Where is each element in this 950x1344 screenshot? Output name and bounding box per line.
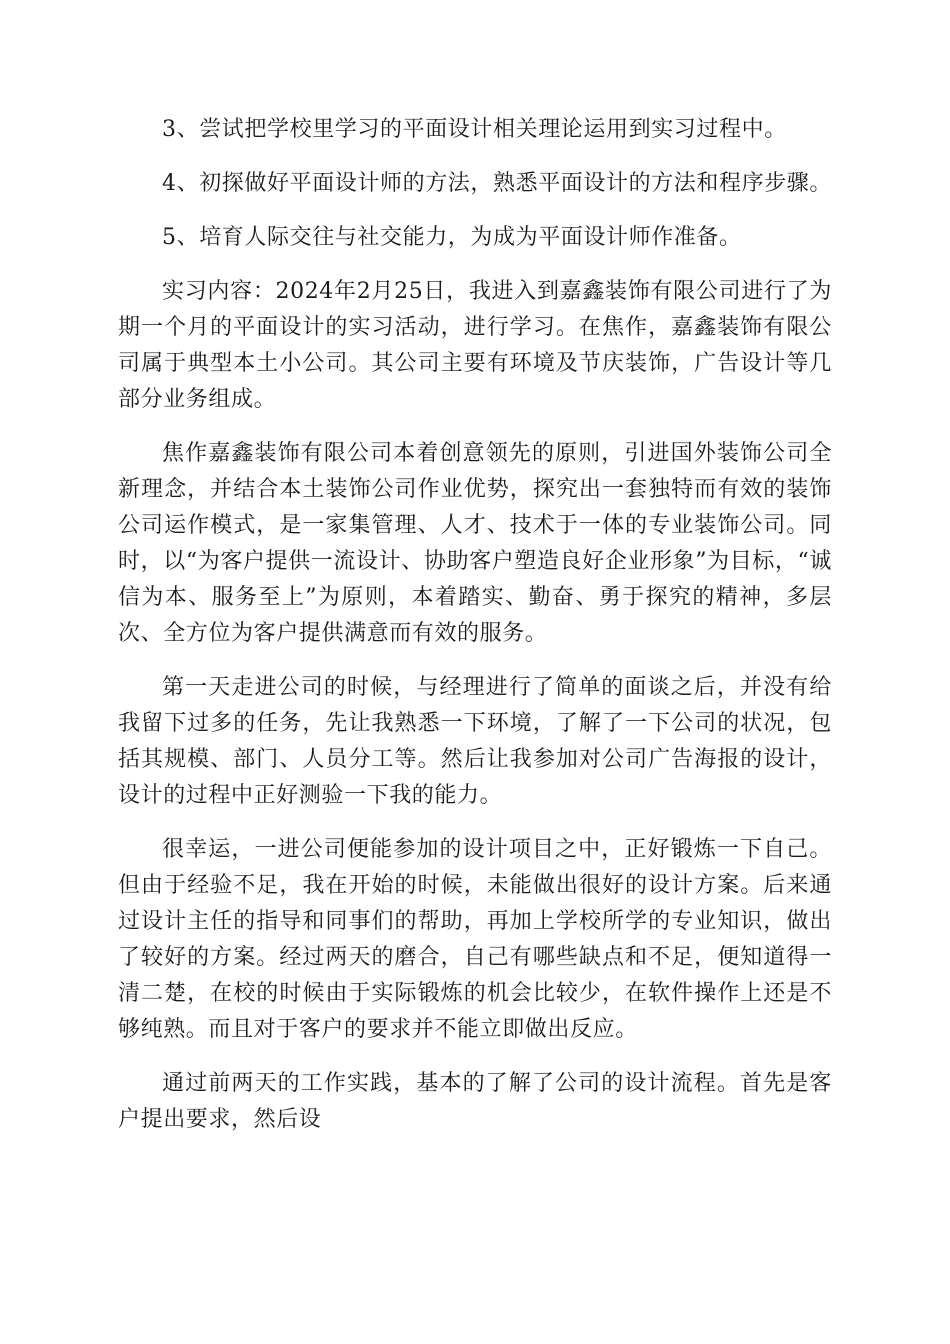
paragraph-design-project: 很幸运，一进公司便能参加的设计项目之中，正好锻炼一下自己。但由于经验不足，我在开始的时候，未能做出很好的设计方案。后来通过设计主任的指导和同事们的帮助，再加上学校所学的专业知识，做出了较好的方案。经过两天的磨合，自己有哪些缺点和不足，便知道得一清二楚，在校的时候由于实际锻炼的机会比较少，在软件操作上还是不够纯熟。而且对于客户的要求并不能立即做出反应。	[118, 837, 832, 1042]
paragraph-goal-4: 4、初探做好平面设计师的方法，熟悉平面设计的方法和程序步骤。	[162, 171, 832, 196]
paragraph-goal-3: 3、尝试把学校里学习的平面设计相关理论运用到实习过程中。	[162, 117, 787, 142]
paragraph-internship-content: 实习内容：2024年2月25日，我进入到嘉鑫装饰有限公司进行了为期一个月的平面设计的实习活动，进行学习。在焦作，嘉鑫装饰有限公司属于典型本土小公司。其公司主要有环境及节庆装饰，广告设计等几部分业务组成。	[118, 279, 832, 412]
paragraph-company-profile: 焦作嘉鑫装饰有限公司本着创意领先的原则，引进国外装饰公司全新理念，并结合本土装饰公司作业优势，探究出一套独特而有效的装饰公司运作模式，是一家集管理、人才、技术于一体的专业装饰公司。同时，以“为客户提供一流设计、协助客户塑造良好企业形象”为目标，“诚信为本、服务至上”为原则，本着踏实、勤奋、勇于探究的精神，多层次、全方位为客户提供满意而有效的服务。	[118, 441, 832, 646]
paragraph-design-process: 通过前两天的工作实践，基本的了解了公司的设计流程。首先是客户提出要求，然后设	[118, 1071, 832, 1132]
paragraph-goal-5: 5、培育人际交往与社交能力，为成为平面设计师作准备。	[162, 225, 742, 250]
paragraph-first-day: 第一天走进公司的时候，与经理进行了简单的面谈之后，并没有给我留下过多的任务，先让我熟悉一下环境，了解了一下公司的状况，包括其规模、部门、人员分工等。然后让我参加对公司广告海报的设计，设计的过程中正好测验一下我的能力。	[118, 675, 832, 808]
